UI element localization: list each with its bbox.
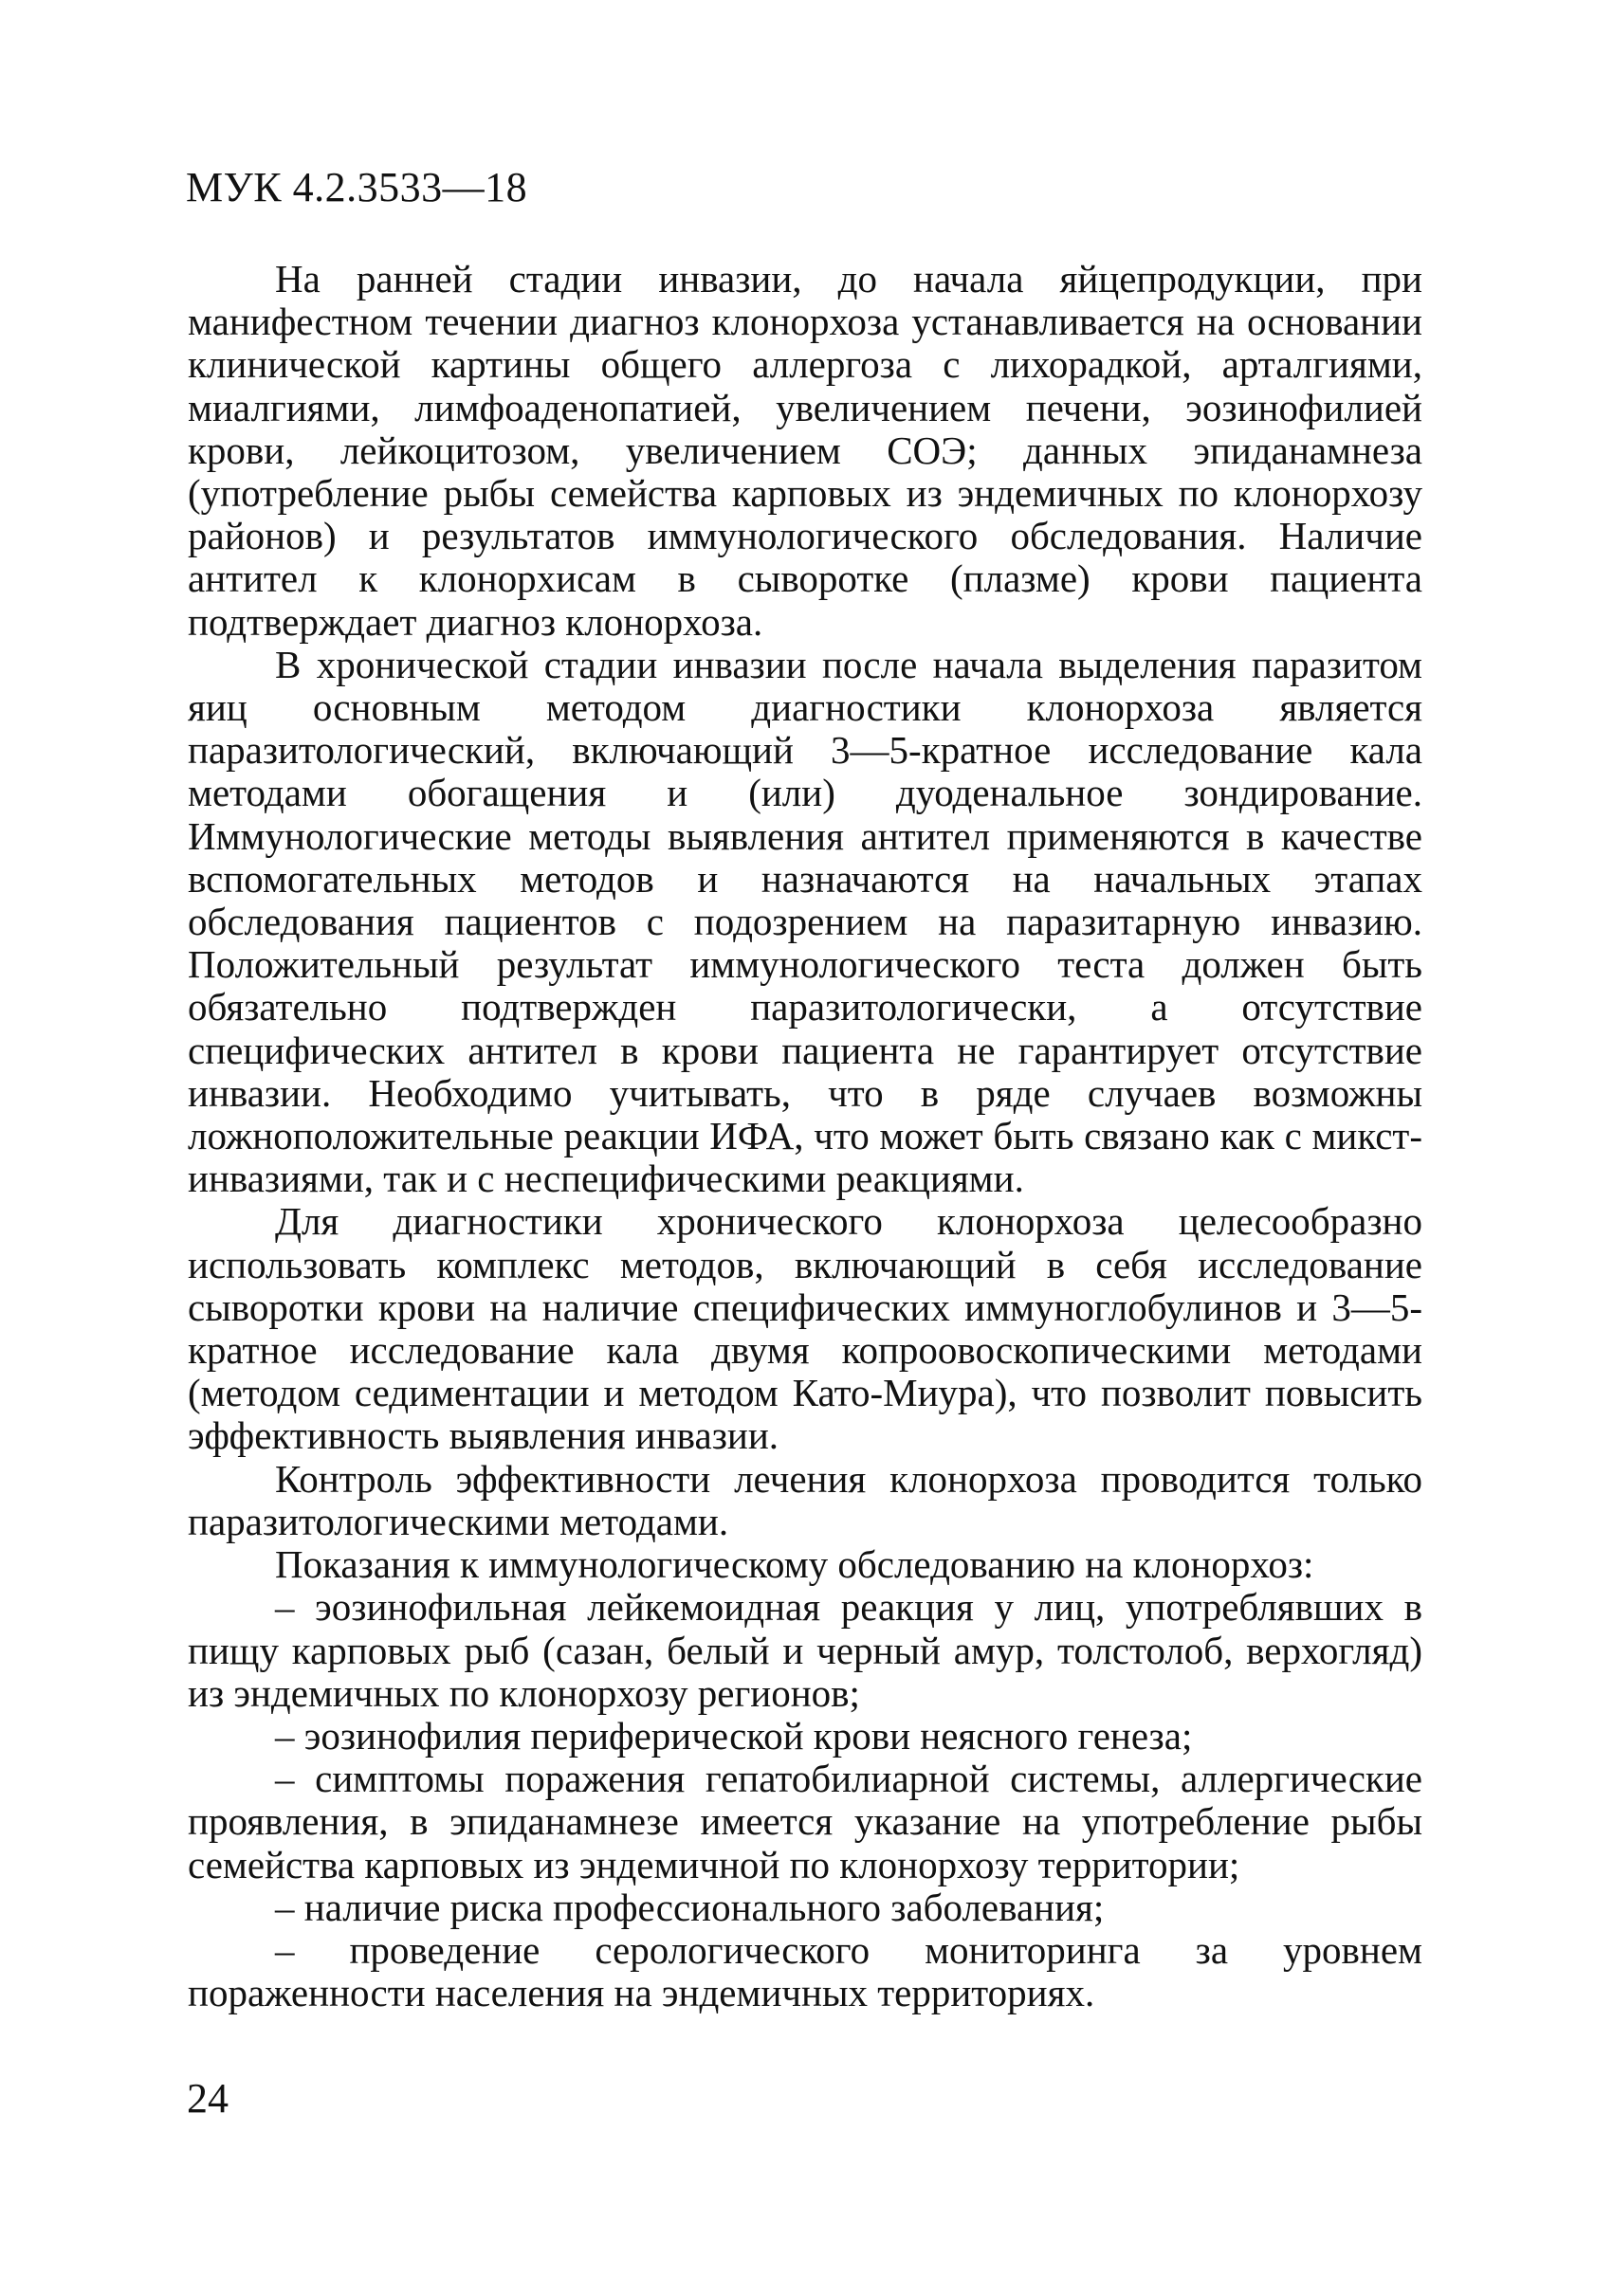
- indication-item: – эозинофилия периферической крови неясного генеза;: [275, 1713, 1193, 1758]
- indication-item: – проведение серологического мониторинга за уровнем пораженности населения на эндемичных территориях.: [188, 1927, 1422, 2015]
- indication-item: – симптомы поражения гепатобилиарной системы, аллергические проявления, в эпиданамнезе имеется указание на употребление рыбы семейства карповых из эндемичной по клонорхозу территории;: [188, 1757, 1422, 1886]
- paragraph-indications-heading: Показания к иммунологическому обследованию на клонорхоз:: [275, 1542, 1314, 1587]
- running-header: МУК 4.2.3533—18: [186, 164, 528, 210]
- paragraph-early-stage: На ранней стадии инвазии, до начала яйцепродукции, при манифестном течении диагноз клонорхоза устанавливается на основании клинической картины общего аллергоза с лихорадкой, арталгиями, миалгиями, лимфоаденопатией, увеличением печени, эозинофилией крови, лейкоцитозом, увеличением СОЭ; данных эпиданамнеза (употребление рыбы семейства карповых из эндемичных по клонорхозу районов) и результатов иммунологического обследования. Наличие антител к клонорхисам в сыворотке (плазме) крови пациента подтверждает диагноз клонорхоза.: [188, 257, 1422, 644]
- body-text: [188, 258, 1422, 2014]
- paragraph-treatment-control: Контроль эффективности лечения клонорхоза проводится только паразитологическими методами.: [188, 1456, 1422, 1543]
- page-number: 24: [187, 2075, 229, 2122]
- indication-item: – эозинофильная лейкемоидная реакция у лиц, употреблявших в пищу карповых рыб (сазан, белый и черный амур, толстолоб, верхогляд) из эндемичных по клонорхозу регионов;: [188, 1585, 1422, 1715]
- paragraph-chronic-stage: В хронической стадии инвазии после начала выделения паразитом яиц основным методом диагностики клонорхоза является паразитологический, включающий 3—5-кратное исследование кала методами обогащения и (или) дуоденальное зондирование. Иммунологические методы выявления антител применяются в качестве вспомогательных методов и назначаются на начальных этапах обследования пациентов с подозрением на паразитарную инвазию. Положительный результат иммунологического теста должен быть обязательно подтвержден паразитологически, а отсутствие специфических антител в крови пациента не гарантирует отсутствие инвазии. Необходимо учитывать, что в ряде случаев возможны ложноположительные реакции ИФА, что может быть связано как с микст-инвазиями, так и с неспецифическими реакциями.: [188, 642, 1422, 1201]
- indications-list: [188, 1586, 1422, 2014]
- indication-item: – наличие риска профессионального заболевания;: [275, 1885, 1105, 1929]
- paragraph-diagnostic-complex: Для диагностики хронического клонорхоза целесообразно использовать комплекс методов, включающий в себя исследование сыворотки крови на наличие специфических иммуноглобулинов и 3—5-кратное исследование кала двумя копроовоскопическими методами (методом седиментации и методом Като-Миура), что позволит повысить эффективность выявления инвазии.: [188, 1199, 1422, 1458]
